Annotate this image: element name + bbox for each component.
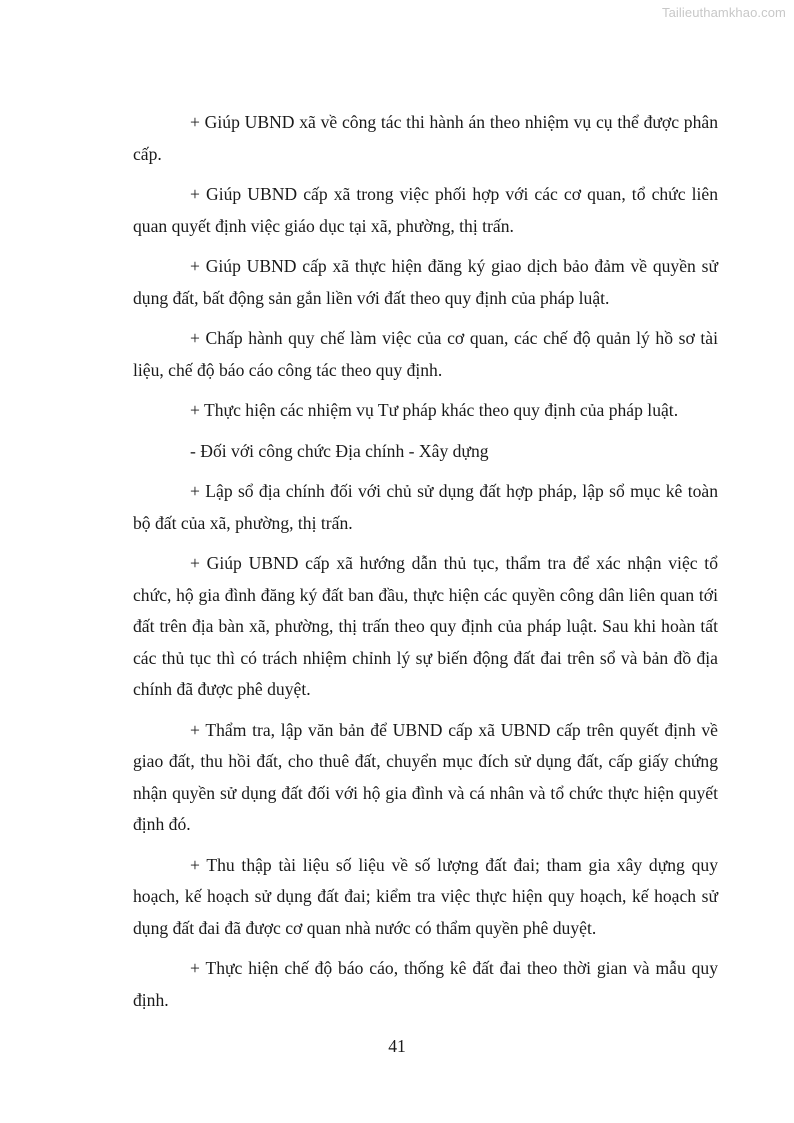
paragraph: + Thẩm tra, lập văn bản để UBND cấp xã UBND cấp trên quyết định về giao đất, thu hồi đất, cho thuê đất, chuyển mục đích sử dụng đất, cấp giấy chứng nhận quyền sử dụng đất đối với hộ gia đình và cá nhân và tổ chức thực hiện quyết định đó. <box>133 719 718 834</box>
paragraph: + Thu thập tài liệu số liệu về số lượng đất đai; tham gia xây dựng quy hoạch, kế hoạch sử dụng đất đai; kiểm tra việc thực hiện quy hoạch, kế hoạch sử dụng đất đai đã được cơ quan nhà nước có thẩm quyền phê duyệt. <box>133 854 718 938</box>
page-number: 41 <box>388 1036 406 1056</box>
section-heading: - Đối với công chức Địa chính - Xây dựng <box>190 440 489 461</box>
paragraph: + Giúp UBND cấp xã thực hiện đăng ký giao dịch bảo đảm về quyền sử dụng đất, bất động sản gắn liền với đất theo quy định của pháp luật. <box>133 256 718 308</box>
paragraph: + Thực hiện chế độ báo cáo, thống kê đất đai theo thời gian và mẫu quy định. <box>133 958 718 1010</box>
paragraph: + Giúp UBND cấp xã trong việc phối hợp với các cơ quan, tổ chức liên quan quyết định việc giáo dục tại xã, phường, thị trấn. <box>133 184 718 236</box>
paragraph: + Giúp UBND xã về công tác thi hành án theo nhiệm vụ cụ thể được phân cấp. <box>133 112 718 164</box>
document-body <box>133 107 718 1025</box>
paragraph: + Thực hiện các nhiệm vụ Tư pháp khác theo quy định của pháp luật. <box>190 400 679 420</box>
paragraph: + Chấp hành quy chế làm việc của cơ quan, các chế độ quản lý hồ sơ tài liệu, chế độ báo cáo công tác theo quy định. <box>133 328 718 380</box>
paragraph: + Lập sổ địa chính đối với chủ sử dụng đất hợp pháp, lập sổ mục kê toàn bộ đất của xã, phường, thị trấn. <box>133 481 718 533</box>
watermark: Tailieuthamkhao.com <box>661 5 786 20</box>
paragraph: + Giúp UBND cấp xã hướng dẫn thủ tục, thẩm tra để xác nhận việc tổ chức, hộ gia đình đăng ký đất ban đầu, thực hiện các quyền công dân liên quan tới đất trên địa bàn xã, phường, thị trấn theo quy định của pháp luật. Sau khi hoàn tất các thủ tục thì có trách nhiệm chỉnh lý sự biến động đất đai trên sổ và bản đồ địa chính đã được phê duyệt. <box>133 553 718 699</box>
